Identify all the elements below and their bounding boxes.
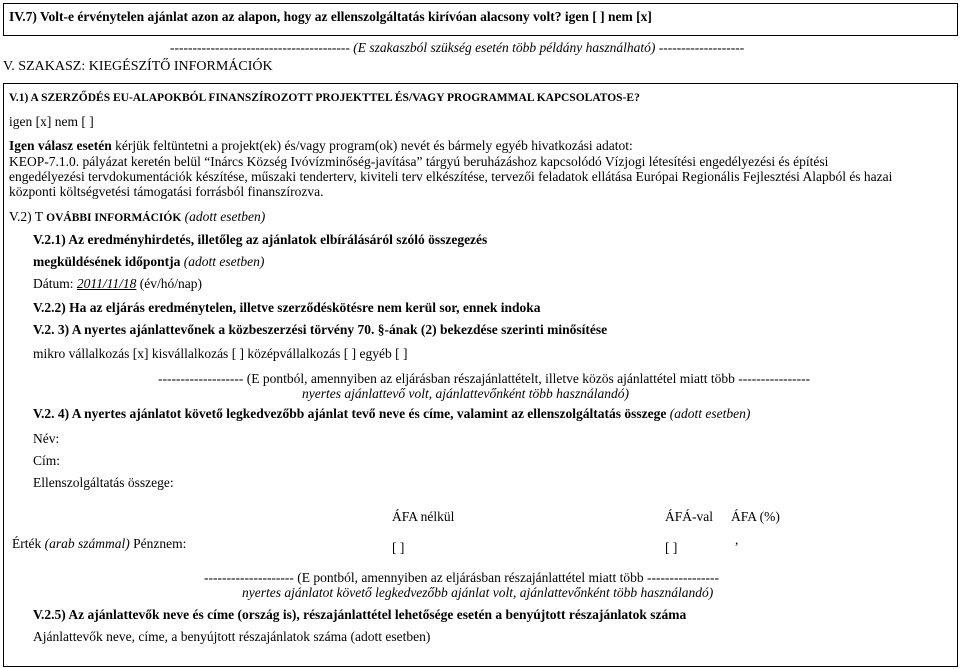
separator-dashes-left: ---------------------------------------- xyxy=(170,40,350,55)
separator-note xyxy=(170,40,744,56)
note-2-line-2: nyertes ajánlatot követő legkedvezőbb ajánlat volt, ajánlattevőnként több használandó) xyxy=(242,585,714,600)
v21-title-line-2 xyxy=(33,254,264,270)
section-v-title: V. SZAKASZ: KIEGÉSZÍTŐ INFORMÁCIÓK xyxy=(3,59,273,74)
v1-hint xyxy=(9,138,633,154)
row-label-prefix: Érték xyxy=(12,536,42,551)
section-iv7-text xyxy=(9,9,652,25)
v2-heading-rest: OVÁBBI INFORMÁCIÓK xyxy=(46,212,182,224)
amount-label: Ellenszolgáltatás összege: xyxy=(33,475,174,490)
v1-heading: V.1) A SZERZŐDÉS EU-ALAPOKBÓL FINANSZÍROZOTT PROJEKTTEL ÉS/VAGY PROGRAMMAL KAPCSOLATOS-E? xyxy=(9,92,640,104)
v24-title: V.2. 4) A nyertes ajánlatot követő legkedvezőbb ajánlat tevő neve és címe, valamint az ellenszolgáltatás összege xyxy=(33,406,667,421)
v1-project-line-3: központi költségvetési támogatási forrásból finanszírozva. xyxy=(9,184,324,199)
date-format: (év/hó/nap) xyxy=(139,276,202,291)
name-label: Név: xyxy=(33,431,60,446)
note-1-line-1: ------------------- (E pontból, amennyiben az eljárásban részajánlattételt, illetve közös ajánlattétel miatt több ---------------- xyxy=(158,371,811,386)
iv7-answer: igen [ ] nem [x] xyxy=(564,9,652,24)
table-val-vat: , xyxy=(735,532,739,547)
v23-options: mikro vállalkozás [x] kisvállalkozás [ ] középvállalkozás [ ] egyéb [ ] xyxy=(33,346,408,361)
table-col-net: ÁFA nélkül xyxy=(392,509,455,524)
v1-project-line-2: engedélyezési tervdokumentációk készítése, műszaki tenderterv, kiviteli terv elkészítése, tervezői feladatok ellátása Európai Regionális Fejlesztési Alapból és hazai xyxy=(9,169,893,184)
v1-hint-text: kérjük feltüntetni a projekt(ek) és/vagy program(ok) nevét és bármely egyéb hivatkozási adatot: xyxy=(115,138,633,153)
v23-title: V.2. 3) A nyertes ajánlattevőnek a közbeszerzési törvény 70. §-ának (2) bekezdése szerinti minősítése xyxy=(33,322,608,337)
row-label-suffix: Pénznem: xyxy=(133,536,187,551)
table-val-net: [ ] xyxy=(392,540,405,555)
v2-heading xyxy=(9,209,265,225)
date-label: Dátum: xyxy=(33,276,74,291)
v21-date-row xyxy=(33,276,202,292)
table-col-vat: ÁFA (%) xyxy=(731,509,780,524)
v21-title: V.2.1) Az eredményhirdetés, illetőleg az ajánlatok elbírálásáról szóló összegezés xyxy=(33,232,488,247)
note-2-line-1: -------------------- (E pontból, amennyiben az eljárásban részajánlattétel miatt több ---------------- xyxy=(204,570,719,585)
v25-text: Ajánlattevők neve, címe, a benyújtott részajánlatok száma (adott esetben) xyxy=(33,629,431,644)
v21-title2: megküldésének időpontja xyxy=(33,254,181,269)
address-label: Cím: xyxy=(33,453,61,468)
v1-answer: igen [x] nem [ ] xyxy=(9,114,94,129)
separator-dashes-right: ------------------- xyxy=(658,40,745,55)
v1-project-line-1: KEOP-7.1.0. pályázat keretén belül “Inárcs Község Ivóvízminőség-javítása” tárgyú beruházáshoz kapcsolódó Vízjogi létesítési engedélyezési és építési xyxy=(9,154,829,169)
table-val-gross: [ ] xyxy=(665,540,678,555)
v22-title: V.2.2) Ha az eljárás eredménytelen, illetve szerződéskötésre nem kerül sor, ennek indoka xyxy=(33,300,541,315)
v2-heading-prefix: V.2) T xyxy=(9,209,43,224)
table-row-label xyxy=(12,536,186,552)
v24-note: (adott esetben) xyxy=(669,406,751,421)
iv7-question: IV.7) Volt-e érvénytelen ajánlat azon az alapon, hogy az ellenszolgáltatás kirívóan alacsony volt? xyxy=(9,9,562,24)
date-value: 2011/11/18 xyxy=(76,276,137,291)
separator-text: (E szakaszból szükség esetén több példány használható) xyxy=(353,40,656,55)
v21-note: (adott esetben) xyxy=(183,254,265,269)
v2-heading-note: (adott esetben) xyxy=(184,209,266,224)
note-1-line-2: nyertes ajánlattevő volt, ajánlattevőnként több használandó) xyxy=(302,386,629,401)
table-col-gross: ÁFÁ-val xyxy=(665,509,713,524)
v24-title-row xyxy=(33,406,750,422)
row-label-italic: (arab számmal) xyxy=(44,536,130,551)
v25-title: V.2.5) Az ajánlattevők neve és címe (ország is), részajánlattétel lehetősége esetén a benyújtott részajánlatok száma xyxy=(33,607,687,622)
v1-hint-bold: Igen válasz esetén xyxy=(9,138,112,153)
